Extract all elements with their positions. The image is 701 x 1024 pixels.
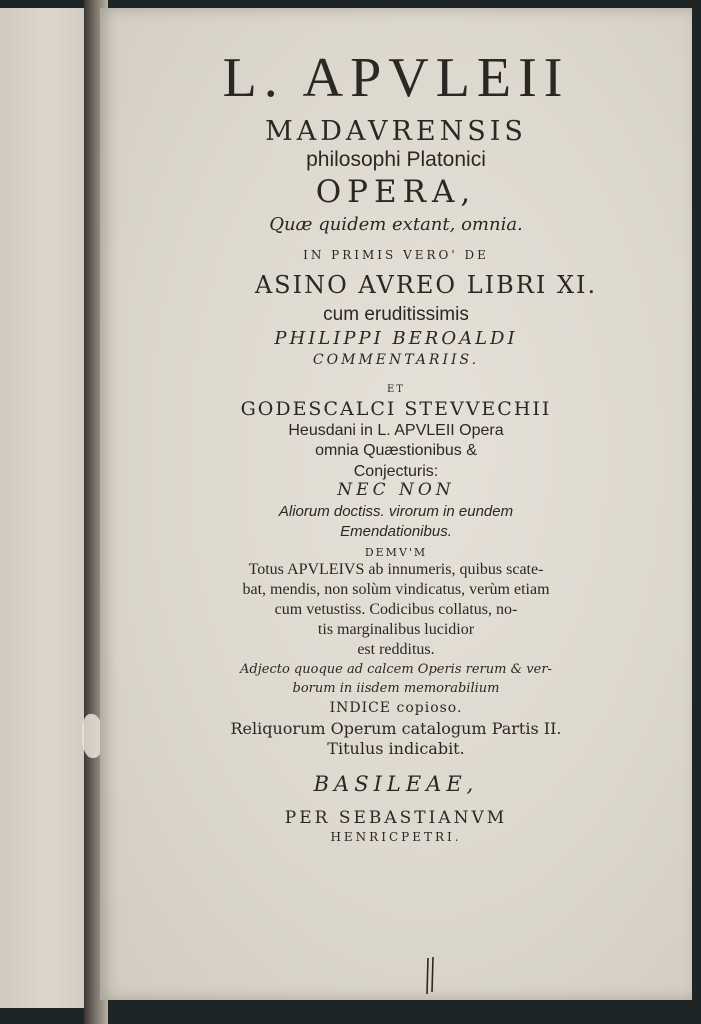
extant-line: Quæ quidem extant, omnia. (269, 214, 523, 235)
et-line: ET (387, 384, 405, 395)
imprint-printer-name: HENRICPETRI. (330, 830, 462, 844)
nec-non-line: NEC NON (337, 480, 455, 500)
indice-line: INDICE copioso. (329, 700, 463, 716)
beroaldi-line: PHILIPPI BEROALDI (274, 328, 518, 349)
body-line: bat, mendis, non solùm vindicatus, verùm etiam (242, 581, 550, 598)
in-primis-line: IN PRIMIS VERO' DE (303, 248, 489, 262)
title-page (100, 8, 692, 1000)
adjecto-line-2: borum in iisdem memorabilium (292, 681, 500, 696)
left-page (0, 8, 97, 1008)
asino-title: ASINO AVREO LIBRI XI. (254, 271, 598, 299)
ink-mark (425, 956, 437, 996)
works-title: OPERA, (315, 174, 477, 210)
reliquorum-line: Reliquorum Operum catalogum Partis II. (230, 719, 562, 738)
author-heading: L. APVLEII (222, 47, 570, 109)
imprint-place: BASILEAE, (313, 772, 479, 796)
heusdani-line: Heusdani in L. APVLEII Opera (288, 422, 504, 439)
conjecturis-line: Conjecturis: (353, 463, 439, 480)
questionibus-line: omnia Quæstionibus & (315, 442, 477, 459)
aliorum-line: Aliorum doctiss. virorum in eundem (278, 503, 514, 520)
body-line: tis marginalibus lucidior (317, 621, 475, 638)
body-line: cum vetustiss. Codicibus collatus, no- (274, 601, 518, 618)
adjecto-line-1: Adjecto quoque ad calcem Operis rerum & ver- (240, 662, 552, 677)
emendationibus-line: Emendationibus. (340, 523, 452, 540)
demum-line: DEMV'M (364, 546, 428, 559)
godescalci-line: GODESCALCI STEVVECHII (240, 398, 552, 420)
descriptor-line: philosophi Platonici (306, 148, 486, 171)
imprint-printer: PER SEBASTIANVM (284, 808, 508, 828)
titulus-line: Titulus indicabit. (327, 739, 465, 758)
cum-line: cum eruditissimis (323, 304, 469, 325)
commentariis-line: COMMENTARIIS. (312, 352, 480, 368)
body-paragraph (160, 560, 632, 660)
origin-line: MADAVRENSIS (265, 116, 527, 147)
body-line: Totus APVLEIVS ab innumeris, quibus scate- (248, 561, 544, 578)
body-line: est redditus. (357, 641, 435, 658)
